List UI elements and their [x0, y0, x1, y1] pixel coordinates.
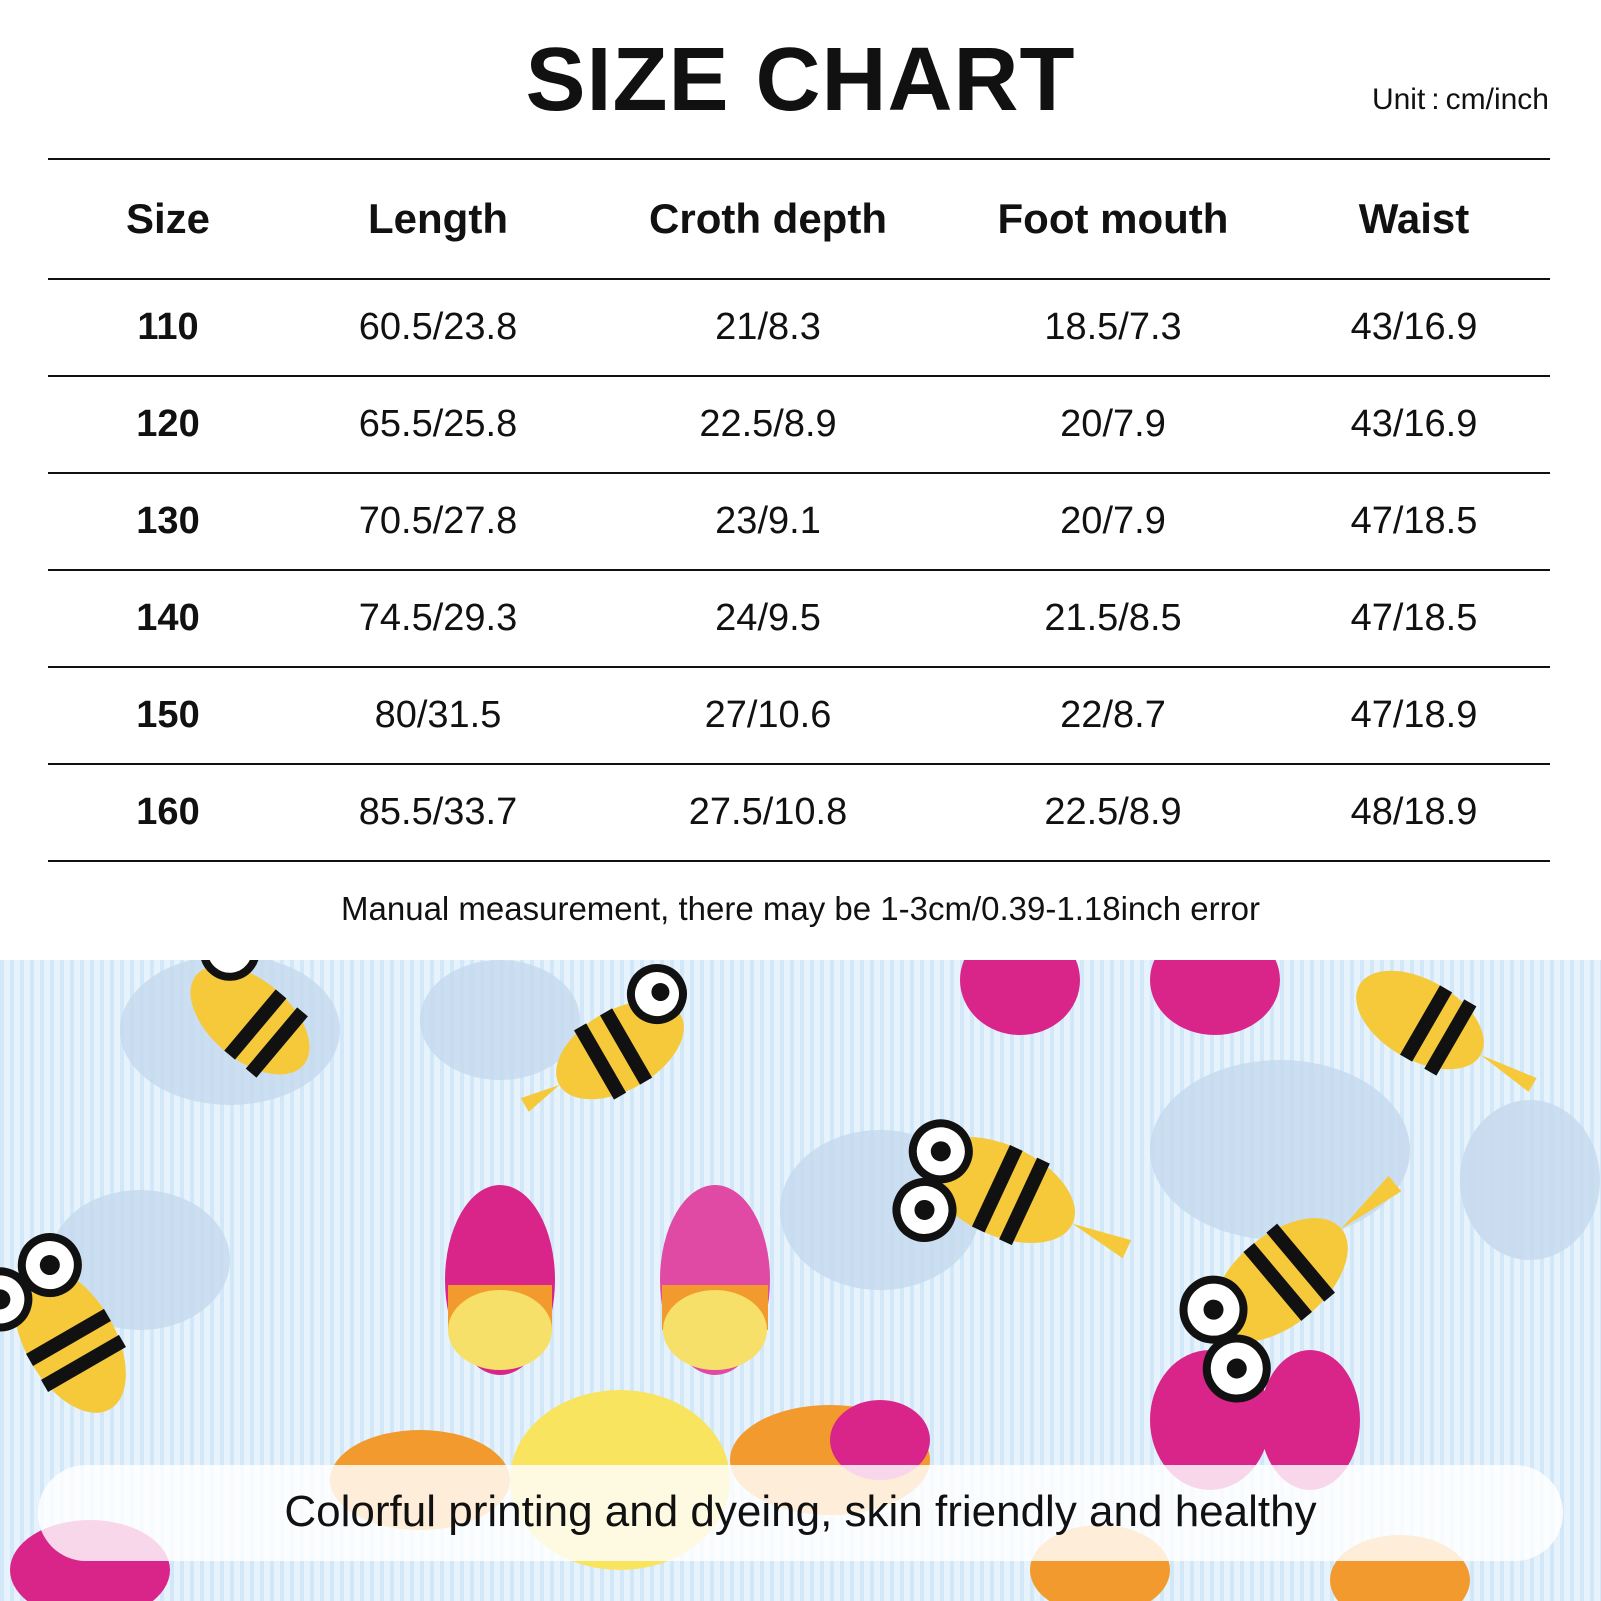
- cell-waist: 47/18.9: [1350, 694, 1478, 736]
- cell-waist: 48/18.9: [1350, 791, 1478, 833]
- cell-croth-depth: 21/8.3: [715, 306, 821, 348]
- header-croth-depth: Croth depth: [649, 195, 887, 242]
- cell-length: 60.5/23.8: [358, 306, 518, 348]
- cell-length: 65.5/25.8: [358, 403, 518, 445]
- size-table: [48, 158, 1550, 862]
- table-row: [48, 571, 1550, 666]
- table-header-row: [48, 160, 1550, 278]
- cell-croth-depth: 27/10.6: [704, 694, 832, 736]
- cell-croth-depth: 23/9.1: [715, 500, 821, 542]
- table-row: [48, 668, 1550, 763]
- cell-foot-mouth: 20/7.9: [1060, 500, 1166, 542]
- cell-waist: 47/18.5: [1350, 597, 1478, 639]
- cell-waist: 47/18.5: [1350, 500, 1478, 542]
- table-bottom-rule: [48, 860, 1550, 862]
- cell-length: 74.5/29.3: [358, 597, 518, 639]
- header-size: Size: [125, 195, 211, 242]
- page-title: SIZE CHART: [525, 30, 1076, 130]
- cell-croth-depth: 27.5/10.8: [688, 791, 848, 833]
- table-row: [48, 377, 1550, 472]
- cell-length: 85.5/33.7: [358, 791, 518, 833]
- cell-foot-mouth: 20/7.9: [1060, 403, 1166, 445]
- header-foot-mouth: Foot mouth: [997, 195, 1229, 242]
- cell-foot-mouth: 22/8.7: [1060, 694, 1166, 736]
- cell-size: 110: [137, 306, 199, 348]
- cell-waist: 43/16.9: [1350, 403, 1478, 445]
- table-row: [48, 474, 1550, 569]
- cell-croth-depth: 22.5/8.9: [699, 403, 837, 445]
- flower-petal: [445, 1185, 555, 1375]
- flower-petal: [660, 1185, 770, 1375]
- header-waist: Waist: [1358, 195, 1470, 242]
- cell-foot-mouth: 18.5/7.3: [1044, 306, 1182, 348]
- header-length: Length: [368, 195, 508, 242]
- table-row: [48, 280, 1550, 375]
- cell-size: 150: [136, 694, 200, 736]
- cell-length: 80/31.5: [374, 694, 502, 736]
- cell-croth-depth: 24/9.5: [715, 597, 821, 639]
- cell-size: 120: [136, 403, 200, 445]
- cell-size: 130: [136, 500, 200, 542]
- unit-label: Unit : cm/inch: [1371, 83, 1549, 116]
- cell-length: 70.5/27.8: [358, 500, 518, 542]
- table-row: [48, 765, 1550, 860]
- cell-waist: 43/16.9: [1350, 306, 1478, 348]
- cell-size: 140: [136, 597, 200, 639]
- caption-text: Colorful printing and dyeing, skin friendly and healthy: [284, 1487, 1317, 1536]
- cell-foot-mouth: 21.5/8.5: [1044, 597, 1182, 639]
- measurement-note: Manual measurement, there may be 1-3cm/0.39-1.18inch error: [341, 890, 1260, 927]
- cell-foot-mouth: 22.5/8.9: [1044, 791, 1182, 833]
- cell-size: 160: [136, 791, 200, 833]
